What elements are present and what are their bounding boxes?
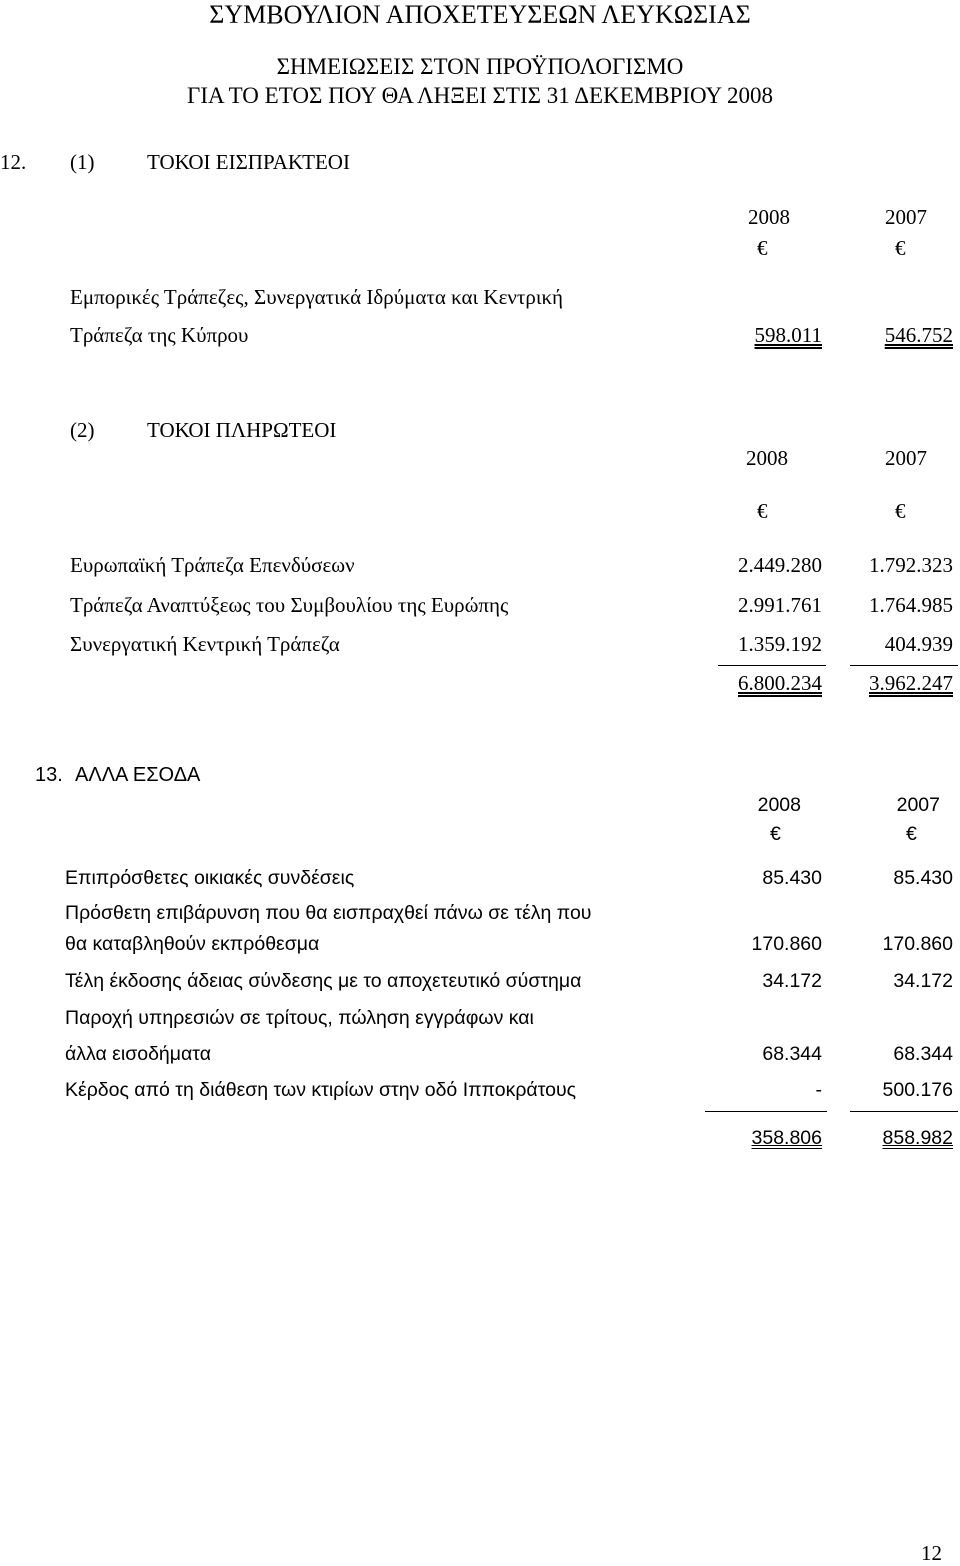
other-income-row-2007: 34.172: [893, 970, 953, 992]
other-income-row-2008: 68.344: [762, 1043, 822, 1065]
other-income-row-2007: 68.344: [893, 1043, 953, 1065]
interest-receivable-2007: 546.752: [884, 323, 953, 347]
subtotal-rule-2007: [850, 1111, 958, 1112]
col-header-2008: 2008: [757, 794, 801, 816]
currency-symbol-2008: €: [770, 823, 781, 845]
organization-title: ΣΥΜΒΟΥΛΙΟΝ ΑΠΟΧΕΤΕΥΣΕΩΝ ΛΕΥΚΩΣΙΑΣ: [209, 0, 751, 29]
other-income-row-2007: 500.176: [882, 1079, 953, 1101]
interest-payable-row-label: Ευρωπαϊκή Τράπεζα Επενδύσεων: [70, 553, 355, 577]
subtotal-rule-2008: [718, 665, 826, 666]
other-income-row-label-line1: Πρόσθετη επιβάρυνση που θα εισπραχθεί πάνω σε τέλη που: [65, 902, 592, 924]
currency-symbol-2008: €: [757, 499, 768, 523]
currency-symbol-2007: €: [895, 236, 906, 260]
other-income-row-label: Επιπρόσθετες οικιακές συνδέσεις: [65, 867, 355, 889]
col-header-2008: 2008: [746, 446, 788, 470]
interest-payable-row-2007: 1.792.323: [869, 553, 953, 577]
subtotal-rule-2008: [705, 1111, 827, 1112]
other-income-row-2007: 85.430: [893, 867, 953, 889]
currency-symbol-2007: €: [895, 499, 906, 523]
interest-payable-row-2008: 1.359.192: [738, 632, 822, 656]
other-income-row-2008: 170.860: [751, 933, 822, 955]
other-income-total-2008: 358.806: [751, 1127, 822, 1149]
other-income-row-label-line2: θα καταβληθούν εκπρόθεσμα: [65, 933, 320, 955]
col-header-2007: 2007: [885, 205, 927, 229]
currency-symbol-2008: €: [757, 236, 768, 260]
note-13-title: ΑΛΛΑ ΕΣΟΔΑ: [75, 764, 201, 786]
other-income-total-2007: 858.982: [882, 1127, 953, 1149]
interest-receivable-label-line1: Εμπορικές Τράπεζες, Συνεργατικά Ιδρύματα και Κεντρική: [70, 285, 564, 309]
currency-symbol-2007: €: [906, 823, 917, 845]
document-subtitle: ΣΗΜΕΙΩΣΕΙΣ ΣΤΟΝ ΠΡΟΫΠΟΛΟΓΙΣΜΟ: [276, 54, 684, 79]
page-number: 12: [921, 1541, 942, 1565]
note-12-part1-title: ΤΟΚΟΙ ΕΙΣΠΡΑΚΤΕΟΙ: [147, 150, 350, 174]
other-income-row-2008: -: [815, 1079, 822, 1101]
subtotal-rule-2007: [850, 665, 958, 666]
col-header-2007: 2007: [885, 446, 927, 470]
note-13-number: 13.: [35, 764, 63, 786]
other-income-row-label: Κέρδος από τη διάθεση των κτιρίων στην οδό Ιπποκράτους: [65, 1079, 577, 1101]
other-income-row-2008: 34.172: [762, 970, 822, 992]
interest-payable-row-2008: 2.449.280: [738, 553, 822, 577]
interest-payable-row-label: Τράπεζα Αναπτύξεως του Συμβουλίου της Ευρώπης: [70, 593, 509, 617]
col-header-2008: 2008: [748, 205, 790, 229]
note-12-part1-label: (1): [70, 150, 95, 174]
interest-receivable-label-line2: Τράπεζα της Κύπρου: [70, 323, 249, 347]
col-header-2007: 2007: [896, 794, 940, 816]
interest-payable-row-label: Συνεργατική Κεντρική Τράπεζα: [70, 632, 340, 656]
interest-payable-total-2008: 6.800.234: [738, 671, 822, 695]
interest-payable-row-2007: 1.764.985: [869, 593, 953, 617]
other-income-row-label-line1: Παροχή υπηρεσιών σε τρίτους, πώληση εγγράφων και: [65, 1007, 534, 1029]
other-income-row-2008: 85.430: [762, 867, 822, 889]
note-12-number: 12.: [0, 150, 27, 174]
note-12-part2-label: (2): [70, 418, 95, 442]
interest-payable-row-2008: 2.991.761: [738, 593, 822, 617]
other-income-row-2007: 170.860: [882, 933, 953, 955]
interest-receivable-2008: 598.011: [754, 323, 822, 347]
document-period: ΓΙΑ ΤΟ ΕΤΟΣ ΠΟΥ ΘΑ ΛΗΞΕΙ ΣΤΙΣ 31 ΔΕΚΕΜΒΡΙΟΥ 2008: [187, 83, 773, 108]
interest-payable-total-2007: 3.962.247: [869, 671, 953, 695]
other-income-row-label: Τέλη έκδοσης άδειας σύνδεσης με το αποχετευτικό σύστημα: [65, 970, 582, 992]
other-income-row-label-line2: άλλα εισοδήματα: [65, 1043, 211, 1065]
interest-payable-row-2007: 404.939: [884, 632, 953, 656]
note-12-part2-title: ΤΟΚΟΙ ΠΛΗΡΩΤΕΟΙ: [147, 418, 337, 442]
